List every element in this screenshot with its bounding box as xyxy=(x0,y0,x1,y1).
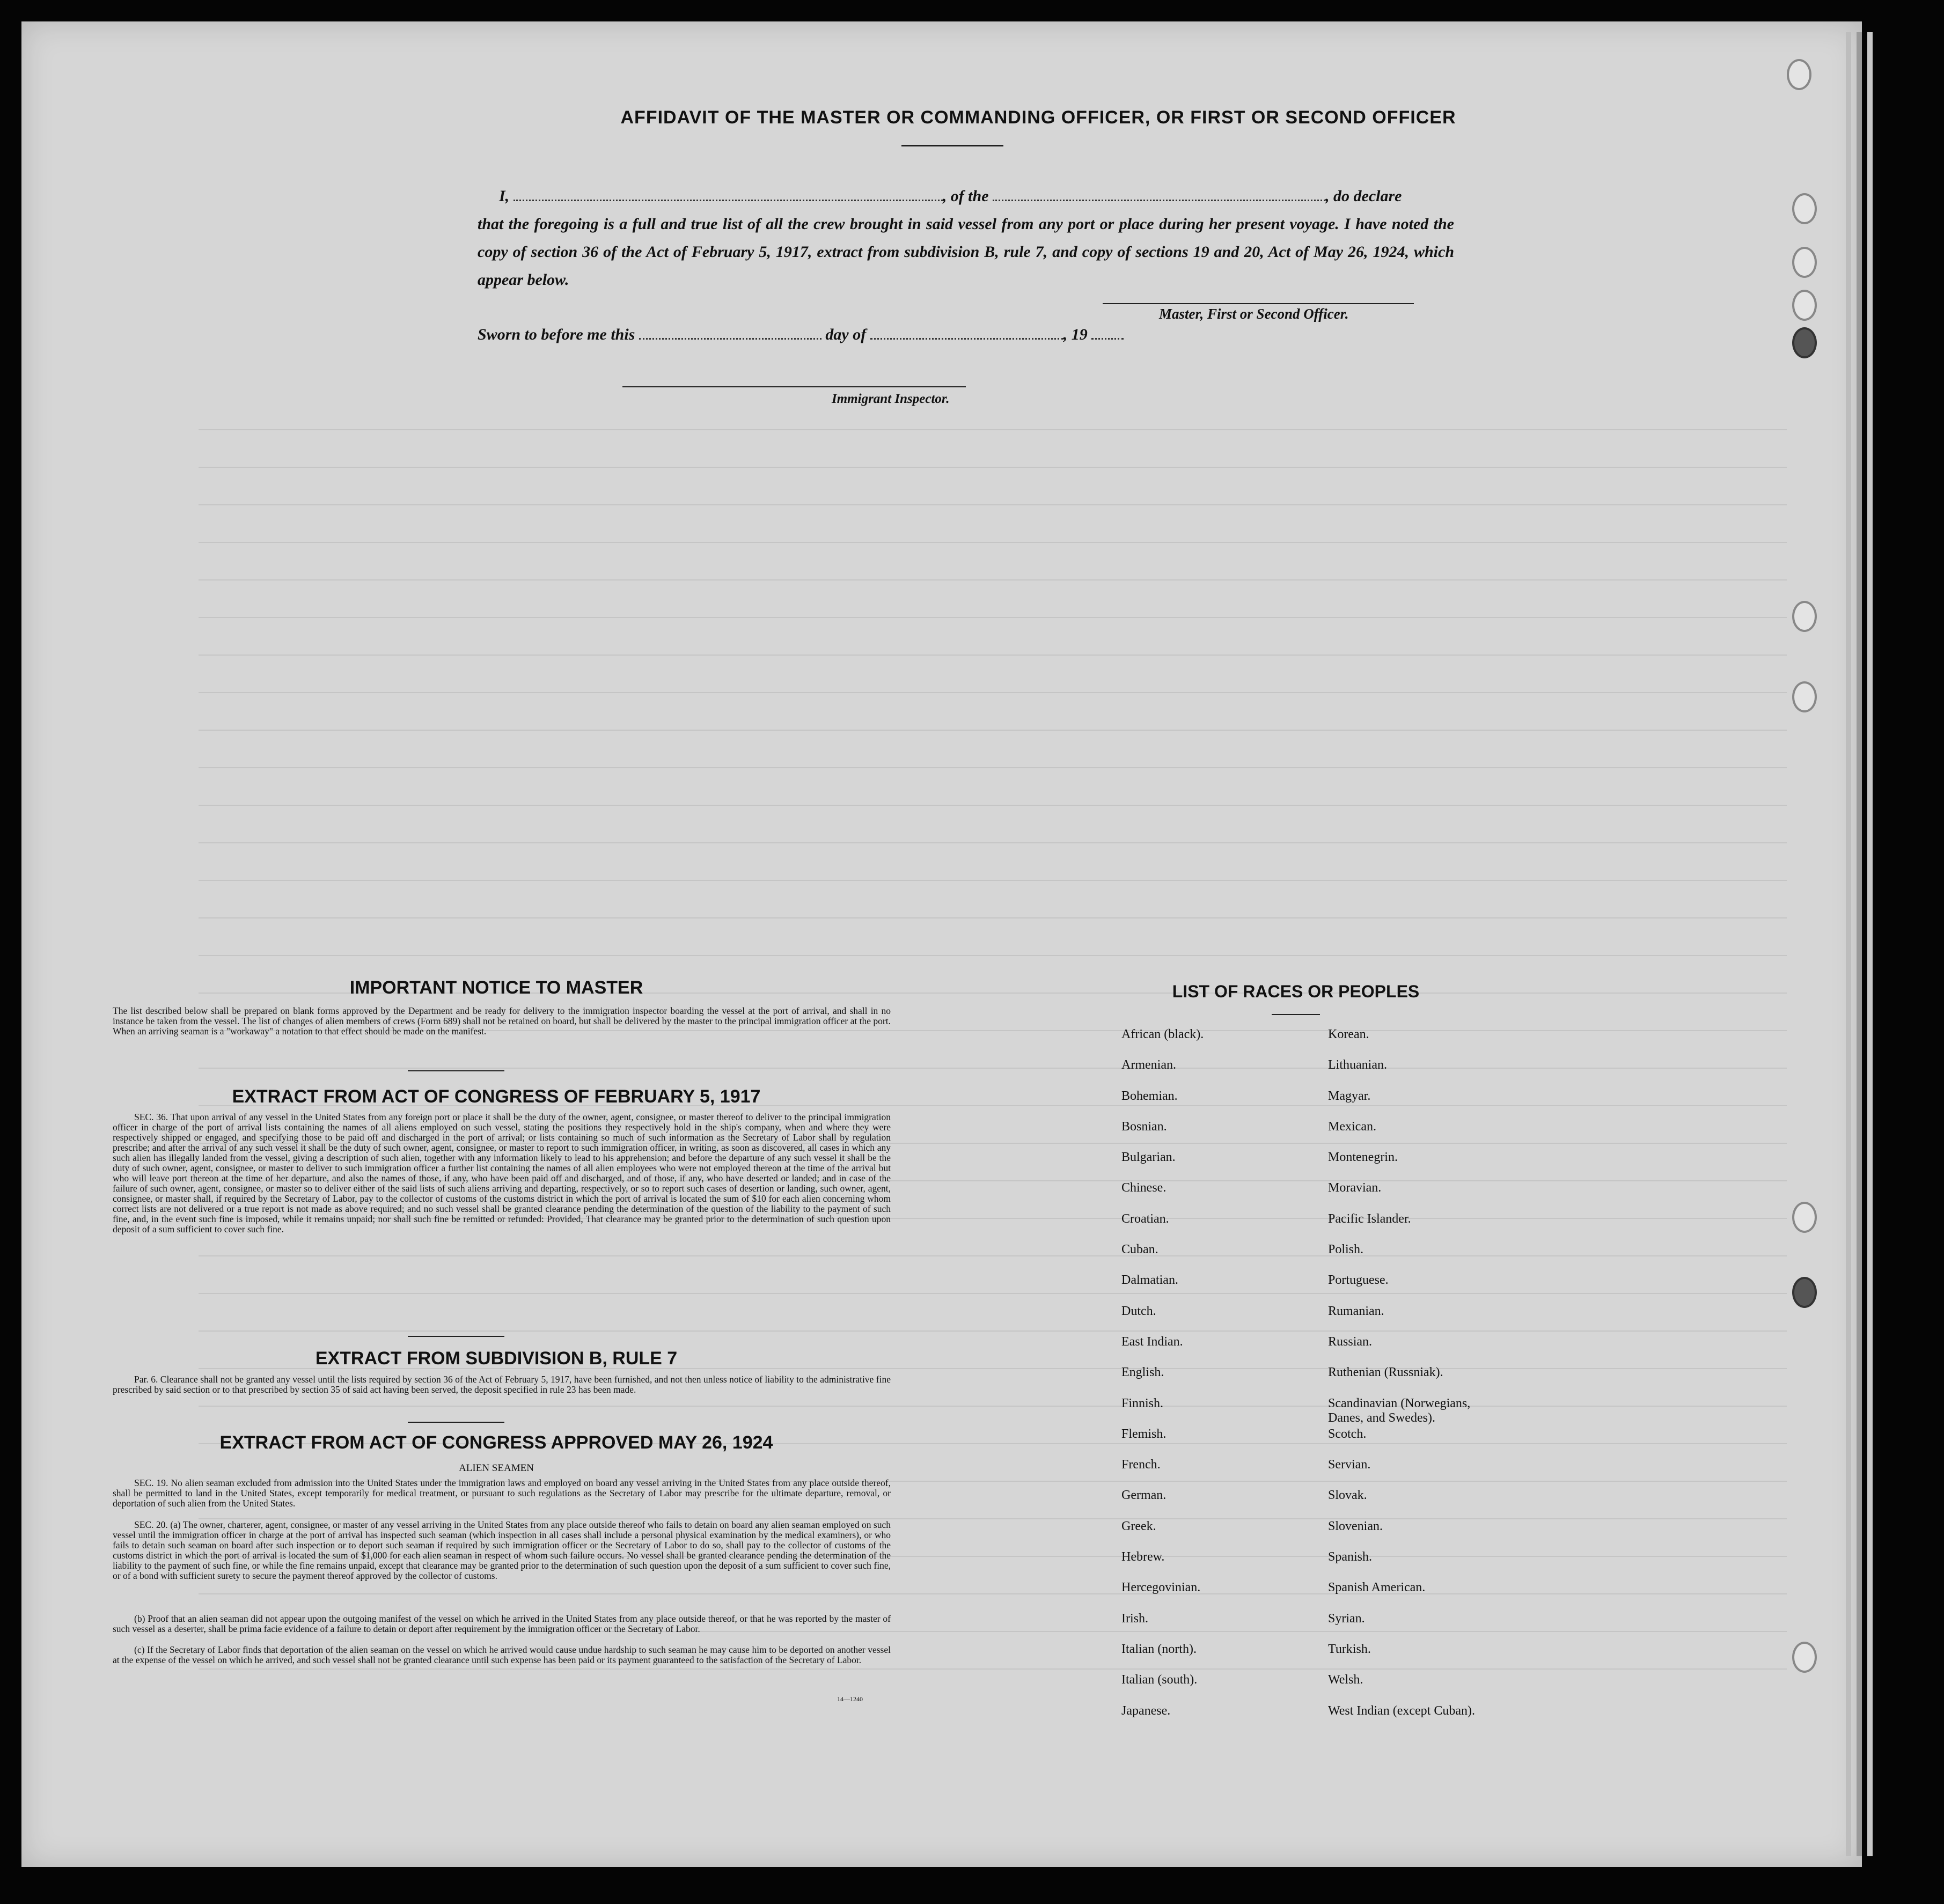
race-item: Italian (north). xyxy=(1121,1642,1197,1656)
race-item: Finnish. xyxy=(1121,1396,1164,1410)
punch-hole-icon xyxy=(1792,681,1817,712)
page-edge xyxy=(1846,32,1851,1856)
punch-hole-icon xyxy=(1792,1642,1817,1673)
race-item: Dutch. xyxy=(1121,1304,1156,1318)
race-item: Bulgarian. xyxy=(1121,1150,1176,1165)
sworn-year-prefix: , 19 xyxy=(1063,326,1088,343)
affidavit-of-the: , of the xyxy=(942,187,989,205)
sworn-day-of: day of xyxy=(825,326,867,343)
race-item: Scandinavian (Norwegians, Danes, and Swedes). xyxy=(1328,1396,1471,1425)
act1924-sec20c: (c) If the Secretary of Labor finds that deportation of the alien seaman on the vessel on which he arrived would cause undue hardship to such seaman he may cause him to be deported on another vessel at the expense of the vessel on which he arrived, and such vessel shall not be granted clearance until such expense has been paid or its payment guaranteed to the satisfaction of the Secretary of Labor. xyxy=(113,1644,891,1665)
race-item: Rumanian. xyxy=(1328,1304,1384,1318)
master-signature-line[interactable] xyxy=(1103,303,1414,304)
vessel-field[interactable] xyxy=(993,183,1325,201)
document-page xyxy=(21,21,1862,1867)
notice-title: IMPORTANT NOTICE TO MASTER xyxy=(349,977,643,998)
race-item: Lithuanian. xyxy=(1328,1058,1387,1072)
race-item: Magyar. xyxy=(1328,1089,1371,1103)
affidavit-title: AFFIDAVIT OF THE MASTER OR COMMANDING OFFICER, OR FIRST OR SECOND OFFICER xyxy=(620,107,1456,128)
divider xyxy=(408,1070,504,1071)
race-item: Slovenian. xyxy=(1328,1519,1383,1533)
rule7-text: Par. 6. Clearance shall not be granted any vessel until the lists required by section 36 of the Act of February 5, 1917, have been furnished, and not then unless notice of liability to the administrative fine prescribed by said section or to that prescribed by section 35 of said act having been served, the deposit specified in rule 23 has been made. xyxy=(113,1374,891,1395)
master-signature-label: Master, First or Second Officer. xyxy=(1159,306,1349,322)
inspector-signature-line[interactable] xyxy=(622,386,966,387)
divider xyxy=(408,1422,504,1423)
race-item: Italian (south). xyxy=(1121,1673,1198,1687)
divider xyxy=(901,145,1003,146)
race-item: Montenegrin. xyxy=(1328,1150,1398,1165)
race-item: Irish. xyxy=(1121,1611,1148,1626)
sworn-day-field[interactable] xyxy=(639,322,821,340)
rule7-title: EXTRACT FROM SUBDIVISION B, RULE 7 xyxy=(315,1348,678,1369)
punch-hole-icon xyxy=(1792,327,1817,358)
page-edge xyxy=(1857,32,1862,1856)
race-item: Servian. xyxy=(1328,1458,1371,1472)
sworn-year-field[interactable] xyxy=(1091,322,1124,340)
race-item: Flemish. xyxy=(1121,1427,1167,1441)
race-item: English. xyxy=(1121,1365,1164,1380)
notice-text: The list described below shall be prepared on blank forms approved by the Department and be ready for delivery to the immigration inspector boarding the vessel at the port of arrival, and shall in no instance be taken from the vessel. The list of changes of alien members of crews (Form 689) shall not be retained on board, but shall be delivered by the master to the principal immigration officer at the port. When an arriving seaman is a "workaway" a notation to that effect should be made on the manifest. xyxy=(113,1005,891,1036)
race-item: Bosnian. xyxy=(1121,1119,1167,1134)
act1924-subtitle: ALIEN SEAMEN xyxy=(459,1462,534,1474)
race-item: Hercegovinian. xyxy=(1121,1580,1201,1595)
race-item: Spanish. xyxy=(1328,1550,1373,1564)
affidavit-body: that the foregoing is a full and true list of all the crew brought in said vessel from any port or place during her present voyage. I have noted the copy of section 36 of the Act of February 5, 1917, extract from subdivision B, rule 7, and copy of sections 19 and 20, Act of May 26, 1924, which appear below. xyxy=(478,215,1454,289)
race-item: Greek. xyxy=(1121,1519,1156,1533)
act1917-title: EXTRACT FROM ACT OF CONGRESS OF FEBRUARY 5, 1917 xyxy=(232,1086,761,1107)
race-item: West Indian (except Cuban). xyxy=(1328,1703,1475,1718)
race-item: Portuguese. xyxy=(1328,1273,1389,1288)
punch-hole-icon xyxy=(1792,1277,1817,1308)
affidavit-declare: , do declare xyxy=(1325,187,1402,205)
race-item: French. xyxy=(1121,1458,1161,1472)
page-edge xyxy=(1867,32,1873,1856)
race-item: German. xyxy=(1121,1488,1167,1503)
act1917-text: SEC. 36. That upon arrival of any vessel in the United States from any foreign port or place it shall be the duty of the owner, agent, consignee, or master thereof to deliver to the principal immigration officer in charge of the port of arrival lists containing the names of all aliens employed on such vessel, stating the positions they respectively hold in the ship's company, when and where they were respectively shipped or engaged, and specifying those to be paid off and discharged in the port of arrival; or lists containing so much of such information as the Secretary of Labor shall by regulation prescribe; and after the arrival of any such vessel it shall be the duty of such owner, agent, consignee, or master to report to such immigration officer, in writing, as soon as discovered, all cases in which any such alien has illegally landed from the vessel, giving a description of such alien, together with any information likely to lead to his apprehension; and before the departure of any such vessel it shall be the duty of such owner, agent, consignee, or master to deliver to such immigration officer a further list containing the names of all alien employees who were not employed thereon at the time of the arrival but who will leave port thereon at the time of her departure, and also the names of those, if any, who have been paid off and discharged, and of those, if any, who have deserted or landed; and in case of the failure of such owner, agent, consignee, or master so to deliver either of the said lists of such aliens arriving and departing, respectively, or so to report such cases of desertion or landing, such owner, agent, consignee, or master shall, if required by the Secretary of Labor, pay to the collector of customs of the customs district in which the port of arrival is located the sum of $10 for each alien concerning whom correct lists are not delivered or a true report is not made as above required; and no such vessel shall be granted clearance pending the determination of the question of the liability to the payment of such fine, and, in the event such fine is imposed, while it remains unpaid; nor shall such fine be remitted or refunded: Provided, That clearance may be granted prior to the determination of such question upon deposit of a sum sufficient to cover such fine. xyxy=(113,1112,891,1234)
race-item: Bohemian. xyxy=(1121,1089,1178,1103)
race-item: Japanese. xyxy=(1121,1703,1171,1718)
affidavit-line1 xyxy=(478,182,1454,210)
punch-hole-icon xyxy=(1792,193,1817,224)
divider xyxy=(1272,1014,1320,1015)
affidavit-i: I, xyxy=(499,187,510,205)
act1924-sec20a: SEC. 20. (a) The owner, charterer, agent, consignee, or master of any vessel arriving in the United States from any place outside thereof who fails to detain on board any alien seaman employed on such vessel until the immigration officer in charge at the port of arrival has inspected such seaman (which inspection in all cases shall include a personal physical examination by the medical examiners), or who fails to detain such seaman on board after such inspection or to deport such seaman if required by such immigration officer or the Secretary of Labor to do so, shall pay to the collector of customs of the customs district in which the port of arrival is located the sum of $1,000 for each alien seaman in respect of whom such failure occurs. No vessel shall be granted clearance pending the determination of the liability to the payment of such fine, or while the fine remains unpaid, except that clearance may be granted prior to the determination of such question upon the deposit of a sum sufficient to cover such fine, or of a bond with sufficient surety to secure the payment thereof approved by the collector of customs. xyxy=(113,1519,891,1581)
race-item: Hebrew. xyxy=(1121,1550,1165,1564)
race-item: African (black). xyxy=(1121,1027,1204,1041)
race-item: East Indian. xyxy=(1121,1334,1183,1349)
race-item: Dalmatian. xyxy=(1121,1273,1178,1288)
sworn-text: Sworn to before me this xyxy=(478,326,635,343)
race-item: Mexican. xyxy=(1328,1119,1376,1134)
race-item: Armenian. xyxy=(1121,1058,1176,1072)
punch-hole-icon xyxy=(1792,247,1817,278)
race-item: Scotch. xyxy=(1328,1427,1367,1441)
punch-hole-icon xyxy=(1792,1202,1817,1233)
sworn-month-field[interactable] xyxy=(870,322,1063,340)
race-item: Croatian. xyxy=(1121,1211,1169,1226)
race-item: Welsh. xyxy=(1328,1673,1363,1687)
race-item: Spanish American. xyxy=(1328,1580,1426,1595)
punch-hole-icon xyxy=(1792,290,1817,321)
race-item: Polish. xyxy=(1328,1243,1364,1257)
form-number: 14—1240 xyxy=(837,1695,863,1703)
bleed-through xyxy=(21,21,1862,1867)
name-field[interactable] xyxy=(513,183,943,201)
punch-hole-icon xyxy=(1792,601,1817,632)
act1924-sec19: SEC. 19. No alien seaman excluded from admission into the United States under the immigration laws and employed on board any vessel arriving in the United States from any place outside thereof, shall be permitted to land in the United States, except temporarily for medical treatment, or pursuant to such regulations as the Secretary of Labor may prescribe for the ultimate departure, removal, or deportation of such alien from the United States. xyxy=(113,1477,891,1509)
inspector-signature-label: Immigrant Inspector. xyxy=(832,392,950,406)
races-right-column xyxy=(1328,1027,1500,1734)
race-item: Moravian. xyxy=(1328,1181,1382,1195)
act1924-title: EXTRACT FROM ACT OF CONGRESS APPROVED MAY 26, 1924 xyxy=(219,1432,773,1453)
race-item: Russian. xyxy=(1328,1334,1373,1349)
divider xyxy=(408,1336,504,1337)
race-item: Cuban. xyxy=(1121,1243,1158,1257)
race-item: Ruthenian (Russniak). xyxy=(1328,1365,1443,1380)
races-title: LIST OF RACES OR PEOPLES xyxy=(1172,982,1420,1001)
race-item: Chinese. xyxy=(1121,1181,1167,1195)
race-item: Slovak. xyxy=(1328,1488,1367,1503)
punch-hole-icon xyxy=(1787,59,1811,90)
race-item: Turkish. xyxy=(1328,1642,1371,1656)
race-item: Syrian. xyxy=(1328,1611,1365,1626)
sworn-line xyxy=(478,322,1124,344)
race-item: Pacific Islander. xyxy=(1328,1211,1411,1226)
races-left-column xyxy=(1121,1027,1204,1734)
race-item: Korean. xyxy=(1328,1027,1369,1041)
act1924-sec20b: (b) Proof that an alien seaman did not appear upon the outgoing manifest of the vessel on which he arrived in the United States from any place outside thereof, or that he was reported by the master of such vessel as a deserter, shall be prima facie evidence of a failure to detain or deport after requirement by the immigration officer or the Secretary of Labor. xyxy=(113,1613,891,1634)
